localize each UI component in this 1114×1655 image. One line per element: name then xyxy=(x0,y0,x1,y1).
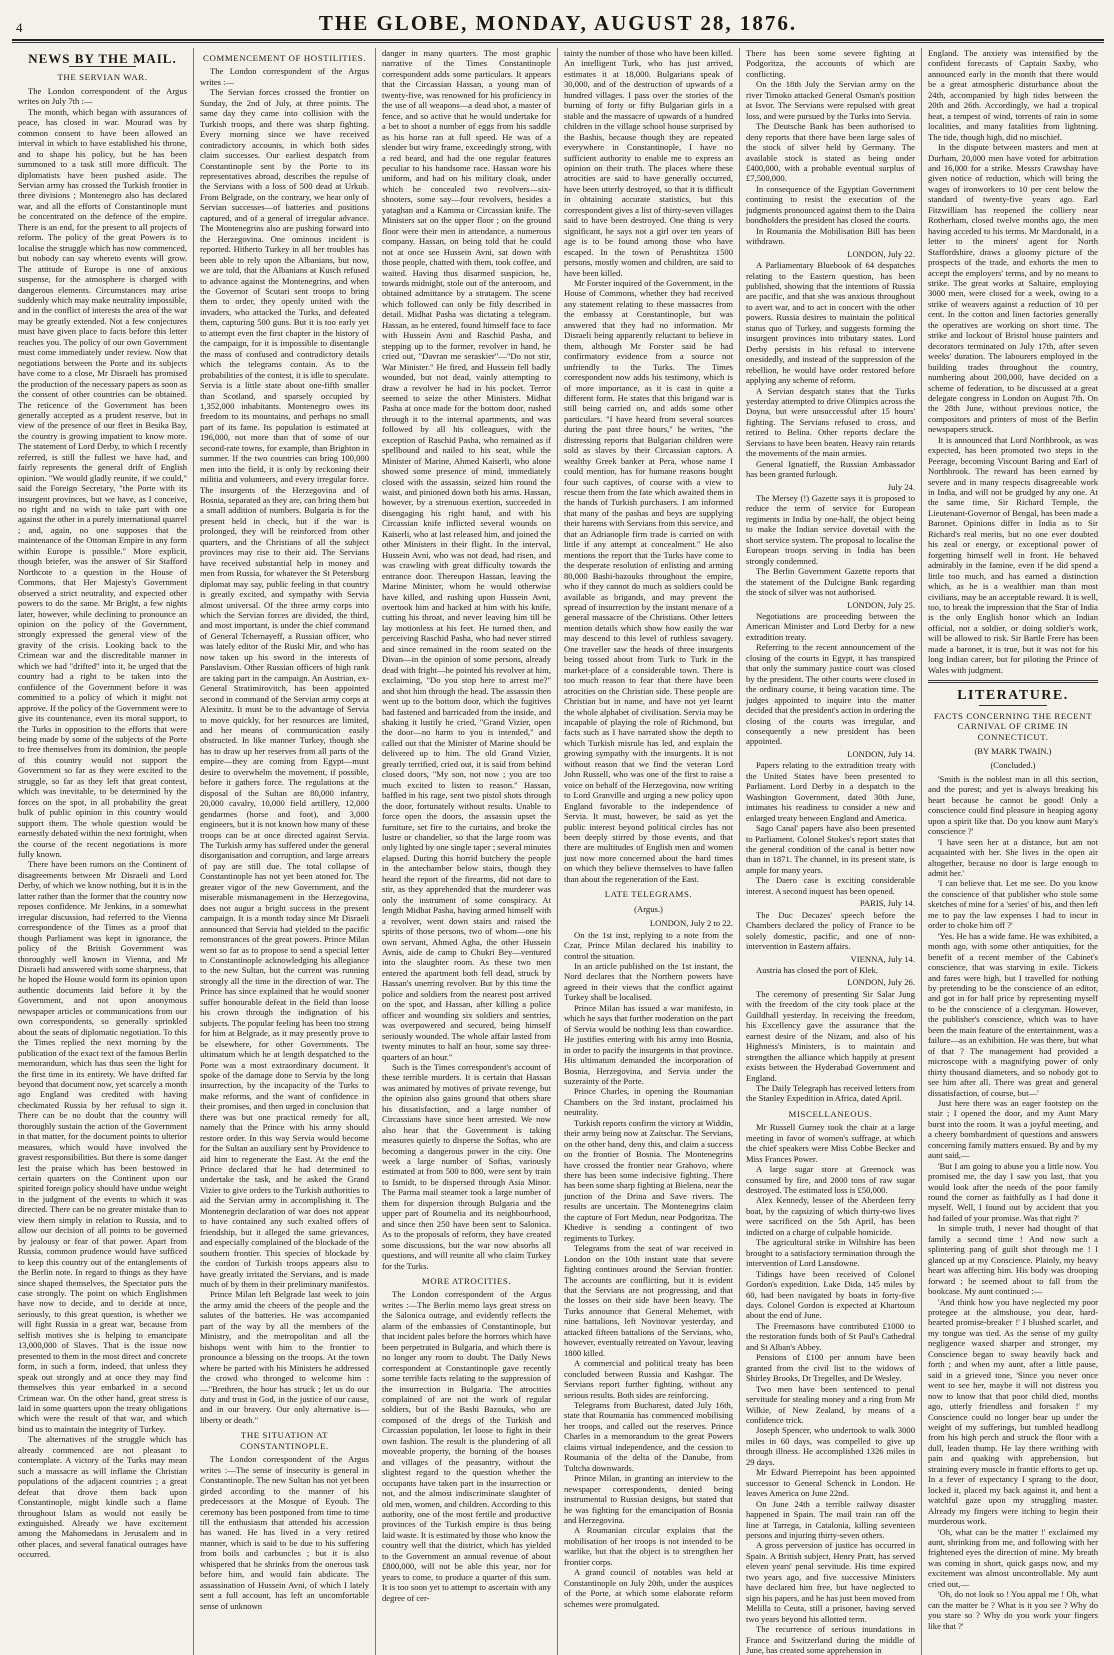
article-paragraph: In the dispute between masters and men at Durham, 20,000 men have voted for arbitration and 16,000 for a strike. Messrs Crawshay have given notice of reduction, which will bring the wages of ironworkers to 10 per cent below the standard of twenty-five years ago. Earl Fitzwilliam has reopened the colliery near Rotherham, closed twelve months ago, the men having acceded to his terms. Mr Macdonald, in a letter to the miners' agent for North Staffordshire, draws a gloomy picture of the prospects of the trade, and exhorts the men to accept the employers' terms, and by no means to strike. The great works at Saltaire, employing 3000 men, were closed for a week, owing to a strike of weavers against a reduction of 10 per cent. In the cotton and linen factories generally the operatives are working on short time. The strike and lockout of Bristol house painters and decorators terminated on July 17th, after seven weeks' duration. The labourers employed in the building trades throughout the country, numbering about 200,000, have decided on a scheme of federation, to be discussed at a great delegate congress in London on August 7th. On the 28th June, without previous notice, the compositors and printers of most of the Berlin newspapers struck. xyxy=(928,142,1098,435)
article-paragraph: 'I have seen her at a distance, but am not acquainted with her. She lives in the open air altogether, because no door is large enough to admit her.' xyxy=(928,836,1098,878)
article-paragraph: The Freemasons have contributed £1000 to the restoration funds both of St Paul's Cathedral and St Alban's Abbey. xyxy=(746,1320,915,1352)
article-paragraph: A Servian despatch states that the Turks yesterday attempted to drive Olimpics across the Doyna, but were unsuccessful after 15 hours' fighting. The Servians refused to cross, and retired to Belina. Other reports declare the Servians to have been beaten. Heavy rain retards the movements of the main armies. xyxy=(746,385,915,459)
article-paragraph: Prince Milan has issued a war manifesto, in which he says that further moderation on the part of Servia would be nothing less than cowardice. He justifies entering with his army into Bosnia, in order to pacify the insurgents in that province. His ultimatum demanded the incorporation of Bosnia, Herzegovina, and Servia under the suzerainty of the Porte. xyxy=(564,1002,733,1086)
dateline: LONDON, July 14. xyxy=(847,748,915,759)
literature-heading: LITERATURE. xyxy=(957,688,1069,704)
continued-paragraph: danger in many quarters. The most graphic narrative of the Times Constantinople correspondent adds some particulars. It appears that the Circassian Hassan, a young man of twenty-five, was renowned for his proficiency in the use of all weapons—a dead shot, a master of fence, and so active that he would undertake for a bet to shoot a number of eggs from his saddle as his horse ran at full speed. He was of a slender but wiry frame, exceedingly strong, with a red beard, and had the one regular features peculiar to his handsome race. Hassan wore his uniform, and had on his military cloak, under which he concealed two revolvers—six-shooters, some say—four revolvers, besides a yataghan and a Kamma or Circassian knife. The Ministers sat on the upper floor ; on the ground floor were their men in attendance, a numerous company. Hassan, on being told that he could not at once see Hussein Avni, sat down with those people, chatted with them, took coffee, and waited. Having thus disarmed suspicion, he, towards midnight, stole out of the anteroom, and obtained admittance by a stratagem. The scene which followed can only be fitly described in detail. Midhat Pasha was dictating a telegram. Hassan, as he entered, found himself face to face with Hussein Avni and Raschid Pasha, and stepping up to the former, revolver in hand, he cried out, "Davran me seraskier"—"Do not stir, War Minister." He fired, and Hussein fell badly wounded, but not dead, vainly attempting to draw a revolver he had in his pocket. Terror seemed to seize the other Ministers. Midhat Pasha at once made for the bottom door, rushed through it to the internal apartments, and was followed by all his colleagues, with the exception of Raschid Pasha, who remained as if spellbound and nailed to his seat, while the Minister of Marine, Ahmed Kaiserli, who alone showed some presence of mind, immediately closed with the assassin, seized him round the waist, and pinioned down both his arms. Hassan, however, by a strenuous exertion, succeeded in disengaging his right hand, and with his Circassian knife inflicted several wounds on Kaiserli, who at last released him, and joined the other Ministers in their flight. In the interval, Hussein Avni, who was not dead, had risen, and was crawling with great difficulty towards the entrance door. Thereupon Hassan, leaving the Marine Minister, whom he would otherwise have killed, and rushing upon Hussein Avni, overtook him and hacked at him with his knife, cutting his throat, and never leaving him till he lay motionless at his feet. He turned then, and perceiving Raschid Pasha, who had never stirred and since remained in the room seated on the Divan—in the opinion of some persons, already dead with fright—he pointed his revolver at him, exclaiming, "Do you stop here to arrest me?" and shot him through the head. The assassin then went up to the bottom door, which the fugitives had fastened and barricaded from the inside, and shaking it lustily he cried, "Grand Vizier, open the door—no harm to you is intended," and called out that the Minister of Marine should be delivered up to him. The old Grand Vizier, greatly terrified, cried out, it is said from behind closed doors, "My son, not now ; you are too much excited to listen to reason." Hassan, baffled in his rage, sent two pistol shots through the door, fortunately without results. Unable to force open the doors, the assassin upset the furniture, set fire to the curtains, and broke the lustre or chandelier, so that the large room was only lighted by one single taper ; several minutes elapsed. During this horrid butchery the people in the antechamber below stairs, though they heard the report of the firearms, did not dare to stir, as they apprehended that the murderer was only the instrument of some conspiracy. At length Midhat Pasha, having armed himself with a revolver, went down stairs and raised the spirits of those persons, two of whom—one his own servant, Ahmed Agha, the other Hussein Avnis, aide de camp to Chukri Bey—ventured into the slaughter room. As these two men entered the apartment both fell dead, struck by Hassan's unerring revolver. But by this time the police and soldiers from the nearest post arrived on the spot, and Hassan, after killing a police officer and wounding six soldiers and sentries, was overpowered and secured, being himself seriously wounded. The whole affair lasted from twenty minutes to half an hour, some say three-quarters of an hour." xyxy=(382,48,551,1062)
article-paragraph: Austria has closed the port of Klek. xyxy=(756,964,878,975)
article-paragraph: The Deutsche Bank has been authorised to deny reports that there have been large sales of the stock of silver held by Germany. The available stock is stated as being under £400,000, with a probable eventual surplus of £7,500,000. xyxy=(746,121,915,184)
article-paragraph: The London correspondent of the Argus writes :—The sense of insecurity is general in Constantinople. The new Sultan has not yet been girded according to the manner of his predecessors at the Mosque of Eyoub. The ceremony has been postponed from time to time till the enthusiasm that attended his accession has waned. He has lived in a very retired manner, which is said to be due to his suffering from boils and carbuncles ; but it is also whispered that he shrinks from the onerous task before him, and would fain abdicate. The assassination of Hussein Avni, of which I lately sent a full account, has left an uncomfortable sense of unknown xyxy=(200,1454,369,1611)
article-paragraph: The London correspondent of the Argus writes :— xyxy=(200,66,369,87)
article-paragraph: On the 18th July the Servian army on the river Timoko attacked General Osman's position at Isvor. The Servians were repulsed with great loss, and were pursued by the Turks into Servia. xyxy=(746,79,915,121)
article-paragraph: Alex Kennedy, lessee of the Aberdeen ferry boat, by the capsizing of which thirty-two lives were sacrificed on the 5th April, has been indicted on a charge of culpable homicide. xyxy=(746,1195,915,1237)
article-heading: LATE TELEGRAMS. xyxy=(604,889,693,900)
continued-paragraph: England. The anxiety was intensified by the confident forecasts of Captain Saxby, who announced early in the month that there would be a great atmospheric disturbance about the 24th, accompanied by high tides between the 20th and 26th. Accordingly, we had a tropical heat, a tempest of wind, torrents of rain in some localities, and many fatalities from lightning. The tide, though high, did no mischief. xyxy=(928,48,1098,142)
heading-rule xyxy=(69,66,137,67)
article-paragraph: 'Yes. He has a wide fame. He was exhibited, a month ago, with some other antiquities, for the benefit of a recent member of the Cabinet's conscience, that was starving in exile. Tickets and fares were high, but I travelled for nothing by pretending to be the conscience of an editor, and got in for half price by representing myself to be the conscience of a clergyman. However, the publisher's conscience, which was to have been the main feature of the entertainment, was a failure—as an exhibition. He was there, but what of that ? The management had provided a microscope with a magnifying power of only thirty thousand diameters, and so nobody got to see him after all. There was great and general dissatisfaction, of course, but—' xyxy=(928,930,1098,1098)
article-heading: MORE ATROCITIES. xyxy=(421,1276,512,1287)
article-paragraph: 'But I am going to abuse you a little now. You promised me, the day I saw you last, that you would look after the needs of the poor family round the corner as faithfully as I had done it myself. Well, I found out by accident that you had failed of your promise. Was that right ?' xyxy=(928,1160,1098,1223)
article-paragraph: A large sugar store at Greenock was consumed by fire, and 2000 tons of raw sugar destroyed. The estimated loss is £50,000. xyxy=(746,1164,915,1196)
dateline: PARIS, July 14. xyxy=(859,898,915,909)
article-paragraph: The London correspondent of the Argus writes on July 7th :— xyxy=(18,85,187,107)
article-paragraph: 'Oh, what can be the matter !' exclaimed my aunt, shrinking from me, and following with her frightened eyes the direction of mine. My breath was coming in short, quick gasps now, and my excitement was almost uncontrollable. My aunt cried out,— xyxy=(928,1526,1098,1589)
article-paragraph: The agricultural strike in Wiltshire has been brought to a satisfactory termination through the intervention of Lord Lansdowne. xyxy=(746,1237,915,1269)
column-2 xyxy=(194,48,376,1655)
article-paragraph: Mr Edward Pierrepoint has been appointed successor to General Schenck in London. He leaves America on June 22nd. xyxy=(746,1467,915,1499)
article-paragraph: The Daero case is exciting considerable interest. A second inquest has been opened. xyxy=(746,875,915,896)
article-paragraph: Negotiations are proceeding between the American Minister and Lord Derby for a new extradition treaty. xyxy=(746,611,915,642)
article-paragraph: On the 1st inst, replying to a note from the Czar, Prince Milan declared his inability to control the situation. xyxy=(564,929,733,961)
masthead-rule xyxy=(12,42,1104,43)
article-paragraph: The Berlin Government Gazette reports that the statement of the Dulcigne Bank regarding the stock of silver was not authorised. xyxy=(746,566,915,598)
article-paragraph: The Mersey (!) Gazette says it is proposed to reduce the term of service for European regiments in India by one-half, the object being to make the Indian service dovetail with the short service system. The proposal to localise the European troops serving in India has been strongly condemned. xyxy=(746,493,915,566)
article-heading: COMMENCEMENT OF HOSTILITIES. xyxy=(202,53,366,63)
article-paragraph: Papers relating to the extradition treaty with the United States have been presented to Parliament. Lord Derby in a despatch to the Washington Government, dated 30th June, intimates his readiness to consider a new and enlarged treaty between England and America. xyxy=(746,760,915,823)
article-paragraph: Prince Charles, in opening the Roumanian Chambers on the 3rd instant, proclaimed his neutrality. xyxy=(564,1086,733,1118)
article-paragraph: A grand council of notables was held at Constantinople on July 20th, under the auspices of the Porte, at which some elaborate reform schemes were promulgated. xyxy=(564,1567,733,1609)
article-paragraph: The Duc Decazes' speech before the Chambers declared the policy of France to be solely domestic, pacific, and one of non-intervention in Eastern affairs. xyxy=(746,909,915,952)
section-heading: NEWS BY THE MAIL. xyxy=(28,51,177,66)
article-paragraph: Referring to the recent announcement of the closing of the courts in Egypt, it has transpired that only the summary justice court was closed by the president. The other courts were closed in the ordinary course, it being vacation time. The judges appointed to inquire into the matter decided that the president's action in ordering the closing of the courts was irregular, and consequently a new president has been appointed. xyxy=(746,642,915,747)
concluded-note: (Concluded.) xyxy=(990,760,1036,771)
article-paragraph: A Roumanian circular explains that the mobilisation of her troops is not intended to be warlike, but that the object is to strengthen her frontier corps. xyxy=(564,1525,733,1567)
article-paragraph: Joseph Spencer, who undertook to walk 3000 miles in 60 days, was compelled to give up through illness. He accomplished 1326 miles in 29 days. xyxy=(746,1425,915,1467)
byline: (Argus.) xyxy=(634,903,663,914)
article-paragraph: In Roumania the Mobilisation Bill has been withdrawn. xyxy=(746,225,915,247)
article-paragraph: On June 24th a terrible railway disaster happened in Spain. The mail train ran off the line at Tarrega, in Catalonia, killing seventeen persons and injuring thirty-seven others. xyxy=(746,1498,915,1540)
page-number: 4 xyxy=(16,20,23,35)
article-paragraph: Mr Russell Gurney took the chair at a large meeting in favor of women's suffrage, at which the chief speakers were Miss Cobbe Becker and Miss Frances Power. xyxy=(746,1122,915,1164)
article-paragraph: The ceremony of presenting Sir Salar Jung with the freedom of the city took place at the Guildhall yesterday. In receiving the freedom, his Excellency gave the assurance that the earnest desire of the Nizam, and also of his Highness's Ministers, is to maintain and strengthen the alliance which happily at present exists between the Hyderabad Government and England. xyxy=(746,988,915,1083)
article-paragraph: 'And think how you have neglected my poor protegee at the almshouse, you dear, hard-hearted promise-breaker !' I blushed scarlet, and my tongue was tied. As the sense of my guilty negligence waxed sharper and stronger, my Conscience began to sway heavily back and forth ; and when my aunt, after a little pause, said in a grieved tone, 'Since you never once went to see her, maybe it will not distress you now to know that that poor child died, months ago, utterly friendless and forsaken !' my Conscience could no longer bear up under the weight of my sufferings, but tumbled headlong from his high perch and struck the floor with a dull, leaden thump. He lay there writhing with pain and quaking with apprehension, but straining every muscle in frantic efforts to get up. In a fever of expectancy I sprang to the door, locked it, placed my back against it, and bent a watchful gaze upon my struggling master. Already my fingers were itching to begin their murderous work. xyxy=(928,1296,1098,1527)
article-paragraph: Prince Milan left Belgrade last week to join the army amid the cheers of the people and the salutes of the batteries. He was accompanied part of the way by all the members of the Ministry, and the metropolitan and all the bishops went with him to the frontier to pronounce a blessing on the troops. At the town where he parted with his Ministers he addressed the crowd who thronged to welcome him :—"Brethren, the hour has struck ; let us do our duty and trust in God, in the justice of our cause, and in our bravery. Our only alternative is—liberty or death." xyxy=(200,1289,369,1425)
article-paragraph: Such is the Times correspondent's account of these terrible murders. It is certain that Hassan was animated by motives of private revenge, but the opinion also gains ground that others share his dissatisfaction, and a large number of Circassians have since been arrested. We now also hear that the Government is taking measures quietly to disperse the Softas, who are becoming a dangerous power in the city. One week a large number of Softas, variously estimated at from 500 to 800, were sent by train to Ismidt, to be dispersed through Asia Minor. The Parma mail steamer took a large number of them for dispersion through Bulgaria and the upper part of Roumelia and its neighbourhood, and since then 250 have been sent to Salonica. As to the proposals of reform, they have created some discussions, but the war now absorbs all questions, and will reunite all who claim Turkey for the Turks. xyxy=(382,1061,551,1271)
double-rule xyxy=(928,680,1098,683)
article-paragraph: The Servian forces crossed the frontier on Sunday, the 2nd of July, at three points. The same day they came into collision with the Turkish troops, and there was sharp fighting. Every morning since we have received contradictory accounts, in which both sides claim successes. Our earliest despatch from Constantinople sent by the Porte to its representatives abroad, describes the repulse of the Servians with a loss of 500 dead at Urkub. From Belgrade, on the contrary, we hear only of Servian successes—of batteries and positions captured, and of a general of irregular advance. The Montenegrins also are pushing forward into the Herzegovina. One ominous incident is reported. Hitherto Turkey in all her troubles has been able to rely upon the Albanians, but now, we are told, that the Albanians at Kusch refused to advance against the Montenegrins, and when the Governor of Scutari sent troops to bring them to order, they openly united with the invaders, who attacked the Turks, and defeated them, capturing 500 guns. But it is too early yet to attempt even the first chapter in the history of the campaign, for it is impossible to disentangle the mass of confused and contradictory details which the telegrams contain. As to the probabilities of the contest, it is idle to speculate. Servia is a little state about one-fifth smaller than Scotland, and sparsely occupied by 1,352,000 inhabitants. Montenegro owes its freedom to its mountains, and perhaps no small part of its fame. Its population is estimated at 196,000, not more than that of some of our second-rate towns, for example, than Brighton in summer. If the two countries can bring 100,000 men into the field, it is only by reckoning their militia and volunteers, and every irregular force. The insurgents of the Herzegovina and of Bosnia, separated as they are, can bring them but a small addition of numbers. Bulgaria is for the present held in check, but if the war is prolonged, they will be reinforced from other quarters, and the Christians of all the subject provinces may rise to their aid. The Servians have received substantial help in money and men from Russia, for whatever the St Petersburg diplomat may say, public feeling in that country is greatly excited, and sympathy with Servia almost universal. Of the three army corps into which the Servian forces are divided, the third, and most important, is under the chief command of General Tchernayeff, a Russian officer, who was lately editor of the Ruski Mir, and who has now taken up his sword in the interests of Panslavism. Other Russian officers of high rank are taking part in the campaign. An Austrian, ex-General Stratimirovitch, has been appointed second in command of the Servian army corps at Alexinitz. It must be to the advantage of Servia to move quickly, for her resources are limited, and her means of communication easily obstructed. In like manner Turkey, though she has to draw up her reserves from all parts of the empire—they are coming from Egypt—must desire to overwhelm the movement, if possible, before it gathers force. The regulations at the disposal of the Sultan are 80,000 infantry, 20,000 cavalry, 10,000 field artillery, 12,000 gendarmes (horse and foot), and 3,000 engineers, but it is not known how many of these troops can be at once directed against Servia. The Turkish army has suffered under the general disorganisation and corruption, and large arrears of pay are still due. The total collapse of Constantinople has not yet been atoned for. The greater vigor of the new Government, and the miserable mismanagement in the Herzegovina, does not augur a bright success in the present campaign. It is a month today since Mr Disraeli announced that Servia had yielded to the pacific remonstrances of the great powers. Prince Milan went so far as to propose to send a special letter to Constantinople acknowledging his allegiance to the new Sultan, but the current was running strongly all the time in the direction of war. The Prince has since explained that he would sooner suffer honourable defeat in the field than loose his crown through the indignation of his subjects. The popular feeling has been too strong for him at Belgrade, as it may presently prove to be elsewhere, for other Governments. The ultimatum which he at length despatched to the Porte was a most extraordinary document. It spoke of the damage done to Servia by the long insurrection, by the incapacity of the Turks to make reforms, and the want of confidence in their promises, and then urged in conclusion that there was but one practical remedy for all, namely that the Prince with his army should restore order. In this way Servia would become for the Sultan an auxiliary sent by Providence to aid him to regenerate the East. At the end the Prince declared that he had determined to undertake the task, and he asked the Grand Vizier to give orders to the Turkish authorities to aid the Servian army in accomplishing it. The Montenegrin declaration of war does not appear to have contained any such exalted offers of friendship, but it alleged the same grievances, and especially complained of the blockade of the southern frontier. This species of blockade by the cordon of Turkish troops appears also to have greatly irritated the Servians, and is made much of by them in their preliminary manifestos. xyxy=(200,87,369,1290)
article-paragraph: Telegrams from Bucharest, dated July 16th, state that Roumania has commenced mobilising her troops, and called out the reserves. Prince Charles in a memorandum to the great Powers claims virtual independence, and the cession to Roumania of the delta of the Danube, from Tultcha downwards. xyxy=(564,1400,733,1473)
article-paragraph: There have been rumors on the Continent of disagreements between Mr Disraeli and Lord Derby, of which we know nothing, but it is in the latter rather than the former that the country now reposes confidence. Mr Jenkins, in a somewhat irregular discussion, had referred to the Vienna correspondence of the Times as a proof that though Parliament was kept in ignorance, the policy of the British Government was thoroughly well known in Vienna, and Mr Disraeli had answered with some sharpness, that he hoped the House would form its opinion upon authentic documents laid before it by the Government, and not upon anonymous newspaper articles or communications from our own correspondents, so generally sprinkled about the seats of diplomatic negotiation. To this the Times replied the next morning by the publication of the exact text of the famous Berlin memorandum, which has thus seen the light for the first time in its entirety. We have drifted far beyond that document now, yet scarcely a month ago England was credited with having checkmated Russia by her refusal to sign it. There can be no doubt that the country will thoroughly sustain the action of the Government in that matter, for the document points to ulterior measures, which would have involved the gravest responsibilities. But there is some danger lest the praise which has been bestowed in certain quarters on the Continent upon our spirited foreign policy should have undue weight in the judgment of the events to which it was directed. There can be no greater mistake than to view them simply in relation to Russia, and to allow our decision of all points to be governed by jealousy or fear of that power. Apart from Russia, common prudence would have sufficed to keep this country out of the entanglements of the Berlin note. In regard to things as they have since shaped themselves, the Spectator puts the case strongly. The point on which Englishmen have now to decide, and to decide at once, seriously, to this great question, is whether we will fight Russia in a great war, because from selfish motives she is helping to emancipate 13,000,000 of Slaves. That is the issue now presented to them in the most direct and concrete form, in such a form, indeed, that unless they speak out strongly and at once they may find themselves this year embarked in a second Crimean war. On the other hand, great stress is laid in some quarters upon the treaty obligations which were the result of that war, and which bind us to maintain the integrity of Turkey. xyxy=(18,859,187,1434)
dateline: July 24. xyxy=(887,481,915,492)
article-paragraph: In simple truth, I never had thought of that family a second time ! And now such a splintering pang of guilt shot through me ! I glanced up at my Conscience. Plainly, my heavy heart was affecting him. His body was drooping forward ; he seemed about to fall from the bookcase. My aunt continued :— xyxy=(928,1223,1098,1297)
article-heading: MISCELLANEOUS. xyxy=(788,1108,873,1119)
article-paragraph: In an article published on the 1st instant, the Nord declares that the Northern powers have agreed in their views that the conflict against Turkey shall be localised. xyxy=(564,960,733,1003)
article-paragraph: Turkish reports confirm the victory at Widdin, their army being now at Zaitschar. The Servians, on the other hand, deny this, and claim a success on the frontier of Bosnia. The Montenegrins have crossed the frontier near Grahovo, where there has been some indecisive fighting. There has been some sharp fighting at Bielena, near the junction of the Drina and Save rivers. The results are uncertain. The Montenegrins claim the capture of Fort Medun, near Podgoritza. The Khedive is sending a contingent of two regiments to Turkey. xyxy=(564,1117,733,1243)
article-paragraph: General Ignatieff, the Russian Ambassador has been granted furlough. xyxy=(746,458,915,480)
article-heading: FACTS CONCERNING THE RECENT CARNIVAL OF CRIME IN CONNECTICUT. xyxy=(933,710,1093,742)
column-3 xyxy=(376,48,558,1655)
article-paragraph: Pensions of £100 per annum have been granted from the civil list to the widows of Shirley Brooks, Dr Tregelles, and Dr Wesley. xyxy=(746,1352,915,1384)
masthead xyxy=(12,6,1104,41)
article-paragraph: A gross perversion of justice has occurred in Spain. A British subject, Henry Pratt, has served eleven years' penal servitude. His time expired two years ago, and five successive Ministers have declared him free, but have neglected to sign his papers, and he has just been moved from Melilla to Ceuta, still a prisoner, having served two years beyond his allotted term. xyxy=(746,1540,915,1624)
dateline: LONDON, July 25. xyxy=(847,599,915,610)
article-paragraph: Just here there was an eager footstep on the stair ; I opened the door, and my Aunt Mary burst into the room. It was a joyful meeting, and a cheery bombardment of questions and answers concerning family matters ensued. By and by my aunt said,— xyxy=(928,1097,1098,1161)
column-6 xyxy=(922,48,1104,1655)
article-paragraph: A Parliamentary Bluebook of 64 despatches relating to the Eastern question, has been published, showing that the intentions of Russia are pacific, and that she was anxious throughout to avert war, and to act in concert with the other powers. Russia desires to maintain the political status quo of Turkey, and suggests forming the insurgent provinces into tributary states. Lord Derby persists in his refusal to intervene onesidedly, and instead of the suppression of the rebellion, he would have order restored before applying any scheme of reform. xyxy=(746,260,915,386)
article-paragraph: 'I can believe that. Let me see. Do you know the conscience of that publisher who stole some sketches of mine for a 'series' of his, and then left me to pay the law expenses I had to incur in order to choke him off ?' xyxy=(928,878,1098,931)
column-4 xyxy=(558,48,740,1655)
article-paragraph: In consequence of the Egyptian Government continuing to resist the execution of the judgments pronounced against them to the Daira bondholders the president has closed the courts. xyxy=(746,183,915,226)
article-paragraph: 'Smith is the noblest man in all this section, and the purest; and yet is always breaking his heart because he cannot be good! Only a conscience could find pleasure in heaping agony upon a spirit like that. Do you know aunt Mary's conscience ?' xyxy=(928,773,1098,837)
continued-paragraph: There has been some severe fighting at Podgoritza, the accounts of which are conflicting. xyxy=(746,48,915,79)
article-paragraph: Two men have been sentenced to penal servitude for stealing money and a ring from Mr Wilkie, of New Zealand, by means of a confidence trick. xyxy=(746,1383,915,1425)
article-paragraph: The recurrence of serious inundations in France and Switzerland during the middle of June, has created some apprehension in xyxy=(746,1624,915,1655)
dateline: VIENNA, July 14. xyxy=(850,953,915,964)
article-paragraph: Sago Canal' papers have also been presented to Parliament. Colonel Stokes's report states that the general condition of the canal is better now than in 1871. The channel, in its present state, is ample for many years. xyxy=(746,823,915,875)
article-paragraph: A commercial and political treaty has been concluded between Russia and Kashgar. The Servians report further fighting, without any serious results. Both sides are reinforcing. xyxy=(564,1358,733,1400)
article-heading: THE SERVIAN WAR. xyxy=(57,72,148,83)
article-heading: THE SITUATION AT CONSTANTINOPLE. xyxy=(240,1430,329,1451)
article-paragraph: The alternatives of the struggle which has already commenced are not pleasant to contemplate. A victory of the Turks may mean such a massacre as will inflame the Christian populations of the adjacent countries ; a great defeat that drove them back upon Constantinople, might kindle such a flame throughout Islam as would not easily be extinguished. Already we have excitement among the Mahomedans in Jerusalem and in other places, and several fanatical outrages have occurred. xyxy=(18,1434,187,1560)
article-paragraph: The month, which began with assurances of peace, has closed in war. Mourad was by common consent to have been allowed an interval in which to have established his throne, and to shape his policy, but he has been summoned to a task still more difficult. The diplomatists have been pushed aside. The Servian army has crossed the Turkish frontier in three divisions ; Montenegro also has declared war, and all the efforts of Constantinople must be concentrated on the defence of the empire. There is an end, for the present to all projects of reform. The policy of the great Powers is to localise the struggle which has now commenced, but nobody can say whereto events will grow. The attitude of Europe is one of anxious suspense, for the atmosphere is charged with dangerous elements. Circumstances may arise suddenly which may make neutrality impossible, and in the conflict of interests the area of the war may be greatly extended. Not a few conjectures must have given place to facts before this letter reaches you. The policy of our own Government must come immediately under review. Now that negotiations between the Porte and its subjects have come to a close, Mr Disraeli has promised the production of the necessary papers as soon as the consent of other countries can be obtained. The reticence of the Government has been generally accepted as a prudent reserve, but in view of the presence of our fleet in Besika Bay, the country is growing impatient to know more. The statement of Lord Derby, to which I recently referred, is still the fullest we have had, and fairly represents the general drift of English opinion. "We would gladly reunite, if we could," said the Foreign Secretary, "the Porte with its insurgent provinces, but we have, as I conceive, no right and no wish to take part with one against the other in a purely international quarrel ; and, again, no one supposes that the maintenance of the Ottoman Empire in any form within Europe is possible." More explicit, though briefer, was the answer of Sir Stafford Northcote to a question in the House of Commons, that Her Majesty's Government observed a strict neutrality, and expected other powers to do the same. Mr Bright, a few nights later, however, while declining to pronounce an opinion on the policy of the Government, strongly expressed the general view of the gravity of the crisis. Looking back to the Crimean war and the discreditable manner in which we had "drifted" into it, he urged that the country had a right to be taken into the confidence of the Government before it was committed to a policy of which it might not approve. If the policy of the Government were to give its countenance, even its moral support, to the Turks in opposition to the efforts that were being made by some of the subjects of the Porte to free themselves from its dominion, the people of this country would not support the Government so far as they were excited to the struggle, so far as they left that great contest, which was inevitable, to be determined by the forces on the spot, in all probability the great bulk of public opinion in this country would support them. The whole question would be earnestly debated within the next fortnight, when the course of the recent negotiations is more fully known. xyxy=(18,106,187,859)
column-1 xyxy=(12,48,194,1655)
newspaper-title: THE GLOBE, MONDAY, AUGUST 28, 1876. xyxy=(318,11,798,35)
article-paragraph: Mr Forster inquired of the Government, in the House of Commons, whether they had received any statement relating to these massacres from the embassy at Constantinople, but was answered that they had no information. Mr Disraeli being apparently reluctant to believe in them, although Mr Forster said he had confirmatory evidence from a source not unfriendly to the Turks. The Times correspondent now adds his testimony, which is of more importance, as it is cast in quite a different form. He states that this brigand war is still being carried on, and adds some other particulars. "I have heard from several sources during the past three hours," he writes, "the distressing reports that Bulgarian children were sold as slaves by their Circassian captors. A wealthy Greek banker at Pera, whose name I could mention, has for humane reasons bought four such captives, of course with a view to rescue them from the fate which awaited them in the hands of Turkish purchasers. I am informed that many of the pashas and beys are supplying their harems with Servians from this service, and that an Adrianople firm trade is carried on with little if any attempt at concealment." He also mentions the report that the Turks have come to the desperate resolution of enlisting and arming 80,000 Bashi-bazouks throughout the empire, who if they cannot do much as soldiers could be available as brigands, and may prevent the spread of insurrection by the instant menace of a general massacre of the Christians. Other letters mention details which show how easily the war may descend to this level of ruthless savagery. One traveller saw the heads of three insurgents being tossed about from Turk to Turk in the market-place of a considerable town. There is too much reason to fear that there have been atrocities on the Christian side. These people are Christian but in name, and have not yet learnt the whole alphabet of civilisation. Servia may be incapable of playing the role of Richmond, but facts such as I have narrated show the depth to which Turkish misrule has led, and explain the growing sympathy with the insurgents. It is not without reason that we find the veteran Lord John Russell, who was one of the first to raise a voice on behalf of the Herzegovina, now writing to Lord Granville and urging a new policy upon England favorable to the independence of Servia. It must, however, be said as yet the public interest beyond political circles has not been deeply stirred by those events, and that there are multitudes of English men and women just now more concerned about the hard times on which they believe themselves to have fallen than about the regeneration of the East. xyxy=(564,277,733,884)
article-paragraph: Telegrams from the seat of war received in London on the 10th instant state that severe fighting continues around the Servian frontier. The accounts are conflicting, but it is evident that the Servians are not progressing, and that the losses on their side have been heavy. The Turks announce that General Mehemet, with nine battalions, left Novitovar yesterday, and attacked fifteen battalions of the Servians, who, however, eventually retreated on Yavour, leaving 1800 killed. xyxy=(564,1243,733,1358)
article-paragraph: Tidings have been received of Colonel Gordon's expedition. Lake Dida, 145 miles by 60, had been navigated by boats in forty-five days. Colonel Gordon is expected at Khartoum about the end of June. xyxy=(746,1268,915,1321)
continued-paragraph: tainty the number of those who have been killed. An intelligent Turk, who has just arrived, estimates it at 18,000. Bulgarians speak of 30,000, and of the destruction of upwards of a hundred villages. I pass over the stories of the burning of forty or fifty Bulgarian girls in a stable and the massacre of upwards of a hundred children in the village school house surprised by the Bashis, because though they are repeated everywhere in Constantinople, I have no sufficient authority to enable me to express an opinion on their truth. The places where these atrocities are said to have generally occurred, have been utterly destroyed, so that it is difficult in obtaining accurate statistics, but this correspondent gives a list of thirty-seven villages said to have been destroyed. One thing is very significant, he says not a girl over ten years of age is to be found among those who have escaped. In the town of Perushtitza 1500 persons, mostly women and children, are said to have been killed. xyxy=(564,48,733,278)
dateline: LONDON, July 26. xyxy=(847,977,915,988)
byline: (BY MARK TWAIN.) xyxy=(974,746,1052,756)
column-5 xyxy=(740,48,922,1655)
article-paragraph: The Daily Telegraph has received letters from the Stanley Expedition in Africa, dated April. xyxy=(746,1082,915,1104)
article-paragraph: The London correspondent of the Argus writes :—The Berlin memo lays great stress on the Salonica outrage, and evidently reflects the alarm of the embassies of Constantinople, but that incident pales before the horrors which have been perpetrated in Bulgaria, and which there is no longer any room to doubt. The Daily News correspondent at Constantinople gave recently some terrible facts relating to the suppression of the insurrection in Bulgaria. The atrocities complained of are not the work of regular soldiers, but of the Bashi Bazouks, who are composed of the dregs of the Turkish and Circassian population, let loose to fight in their own fashion. The result is the plundering of all moveable property, the burning of the houses and villages of the peasantry, without the slightest regard to the question whether the occupants have taken part in the insurrection or not, and the almost indiscriminate slaughter of old men, women, and children. According to this authority, one of the most fertile and productive provinces of the Turkish empire is thus being laid waste. It is estimated by those who know the country well that the district, which has yielded to the Government an annual revenue of about £800,000, will not be able this year, nor for years to come, to produce a quarter of this sum. It is too soon yet to attempt to ascertain with any degree of cer- xyxy=(382,1289,551,1603)
article-paragraph: Prince Milan, in granting an interview to the newspaper correspondents, denied being instrumental to Russian designs, but stated that he was fighting for the emancipation of Bosnia and Herzegovina. xyxy=(564,1473,733,1525)
article-paragraph: It is announced that Lord Northbrook, as was expected, has been promoted two steps in the Peerage, becoming Viscount Baring and Earl of Northbrook. The reward has been earned by severe and in many respects disagreeable work in India, and will not be grudged by any one. At the same time, Sir Richard Temple, the Lieutenant-Governor of Bengal, has been made a Baronet. Opinions differ in India as to Sir Richard's real merits, but no one ever doubted his zeal or energy, or exceptional power of forgetting himself well in front. He behaved admirably in the famine, even if he did spend a little too much, and has earned a distinction which, as he is a wealthier man than most civilians, may be an acceptable reward. It is well, too, to break the impression that the Star of India is the only English honor which an Indian official, not a soldier, or doing soldier's work, will be allowed to risk. Sir Bartle Frere has been made a baronet, it is true, but it was not for his long Indian career, but for piloting the Prince of Wales with judgment. xyxy=(928,434,1098,675)
dateline: LONDON, July 22. xyxy=(847,248,915,259)
article-paragraph: 'Oh, do not look so ! You appal me ! Oh, what can the matter be ? What is it you see ? Why do you stare so ? Why do you work your fingers like that ?' xyxy=(928,1589,1098,1631)
heading-rule xyxy=(979,705,1047,706)
columns xyxy=(12,48,1104,1655)
dateline: LONDON, July 2 to 22. xyxy=(649,918,733,929)
